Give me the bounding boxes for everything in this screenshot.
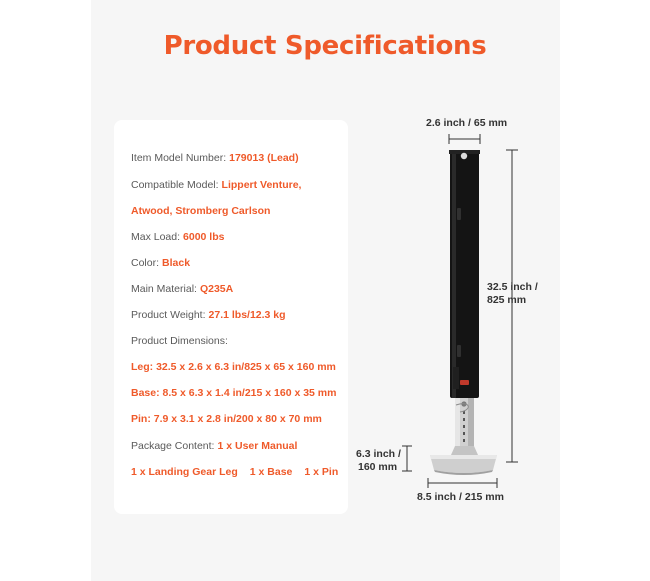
top-width-dimension: [449, 134, 480, 144]
depth-label-line1: 6.3 inch /: [356, 448, 401, 460]
leg-tube: [449, 150, 480, 398]
logo-badge: [460, 380, 469, 385]
top-width-label: 2.6 inch / 65 mm: [426, 117, 508, 129]
depth-label-line2: 160 mm: [358, 461, 398, 473]
base-plate: [430, 455, 497, 475]
spec-label: Color:: [131, 257, 160, 269]
spec-label: Package Content:: [131, 440, 215, 452]
spec-value: 6000 lbs: [183, 231, 225, 243]
spec-value: 27.1 lbs/12.3 kg: [208, 309, 286, 321]
spec-value: 179013 (Lead): [229, 152, 299, 164]
spec-label: Max Load:: [131, 231, 181, 243]
spec-value: Q235A: [199, 283, 234, 295]
page-title: Product Specifications: [163, 31, 487, 61]
spec-label: Compatible Model:: [131, 179, 219, 191]
spec-label: Product Dimensions:: [131, 335, 228, 347]
package-item: 1 x Landing Gear Leg: [131, 466, 238, 478]
base-width-dimension: [428, 478, 497, 488]
spec-dim-pin: Pin: 7.9 x 3.1 x 2.8 in/200 x 80 x 70 mm: [131, 413, 322, 425]
package-item: 1 x User Manual: [217, 440, 298, 452]
height-label-line1: 32.5 inch /: [487, 281, 538, 293]
depth-dimension: [402, 446, 412, 471]
pin-hole-icon: [461, 153, 467, 159]
inner-tube: [451, 398, 478, 455]
height-label-line2: 825 mm: [487, 294, 527, 306]
spec-value: Black: [162, 257, 191, 269]
spec-label: Product Weight:: [131, 309, 206, 321]
spec-dim-leg: Leg: 32.5 x 2.6 x 6.3 in/825 x 65 x 160 mm: [131, 361, 336, 373]
spec-label: Item Model Number:: [131, 152, 227, 164]
base-width-label: 8.5 inch / 215 mm: [417, 491, 504, 503]
package-item: 1 x Pin: [304, 466, 339, 478]
package-item: 1 x Base: [249, 466, 293, 478]
spec-value: Atwood, Stromberg Carlson: [131, 205, 271, 217]
spec-label: Main Material:: [131, 283, 197, 295]
spec-dim-base: Base: 8.5 x 6.3 x 1.4 in/215 x 160 x 35 mm: [131, 387, 337, 399]
spec-value: Lippert Venture,: [221, 179, 302, 191]
